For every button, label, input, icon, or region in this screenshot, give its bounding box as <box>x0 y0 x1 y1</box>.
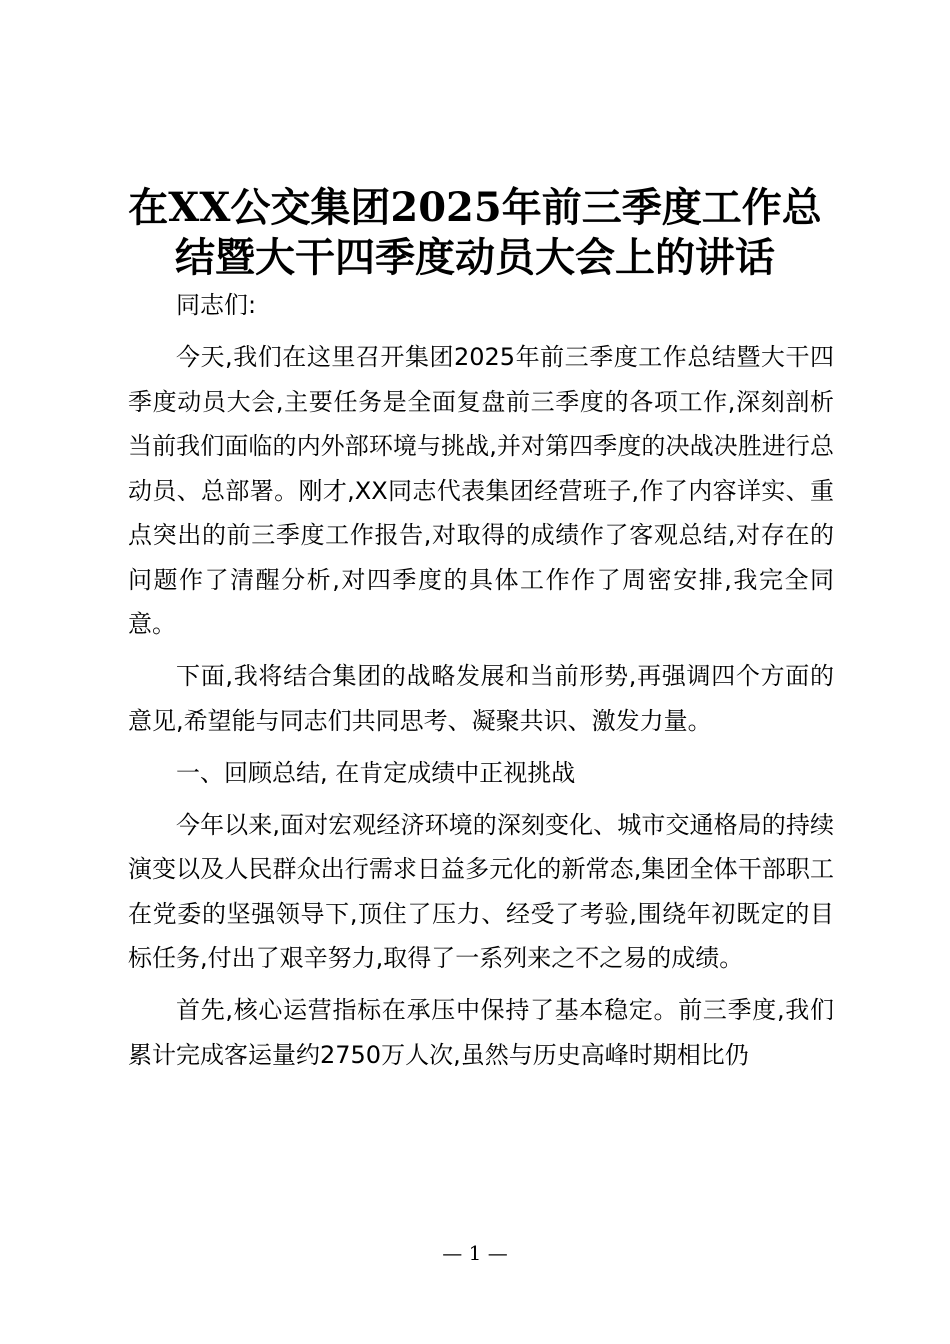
paragraph-intro: 今天,我们在这里召开集团2025年前三季度工作总结暨大干四季度动员大会,主要任务是全面复盘前三季度的各项工作,深刻剖析当前我们面临的内外部环境与挑战,并对第四季度的决战决胜进行总动员、总部署。刚才,XX同志代表集团经营班子,作了内容详实、重点突出的前三季度工作报告,对取得的成绩作了客观总结,对存在的问题作了清醒分析,对四季度的具体工作作了周密安排,我完全同意。 <box>128 343 834 638</box>
page-number: — 1 — <box>442 1241 508 1265</box>
section-heading-1: 一、回顾总结, 在肯定成绩中正视挑战 <box>176 758 576 787</box>
greeting: 同志们: <box>176 291 257 319</box>
paragraph-achievements: 今年以来,面对宏观经济环境的深刻变化、城市交通格局的持续演变以及人民群众出行需求日益多元化的新常态,集团全体干部职工在党委的坚强领导下,顶住了压力、经受了考验,围绕年初既定的目标任务,付出了艰辛努力,取得了一系列来之不之易的成绩。 <box>128 810 834 972</box>
paragraph-operations: 首先,核心运营指标在承压中保持了基本稳定。前三季度,我们累计完成客运量约2750万人次,虽然与历史高峰时期相比仍 <box>128 996 834 1069</box>
title-line-2: 结暨大干四季度动员大会上的讲话 <box>175 234 775 281</box>
document-body <box>128 283 834 1085</box>
paragraph-outline: 下面,我将结合集团的战略发展和当前形势,再强调四个方面的意见,希望能与同志们共同思考、凝聚共识、激发力量。 <box>128 662 834 735</box>
document-title <box>0 183 950 283</box>
title-line-1: 在XX公交集团2025年前三季度工作总 <box>128 184 822 231</box>
